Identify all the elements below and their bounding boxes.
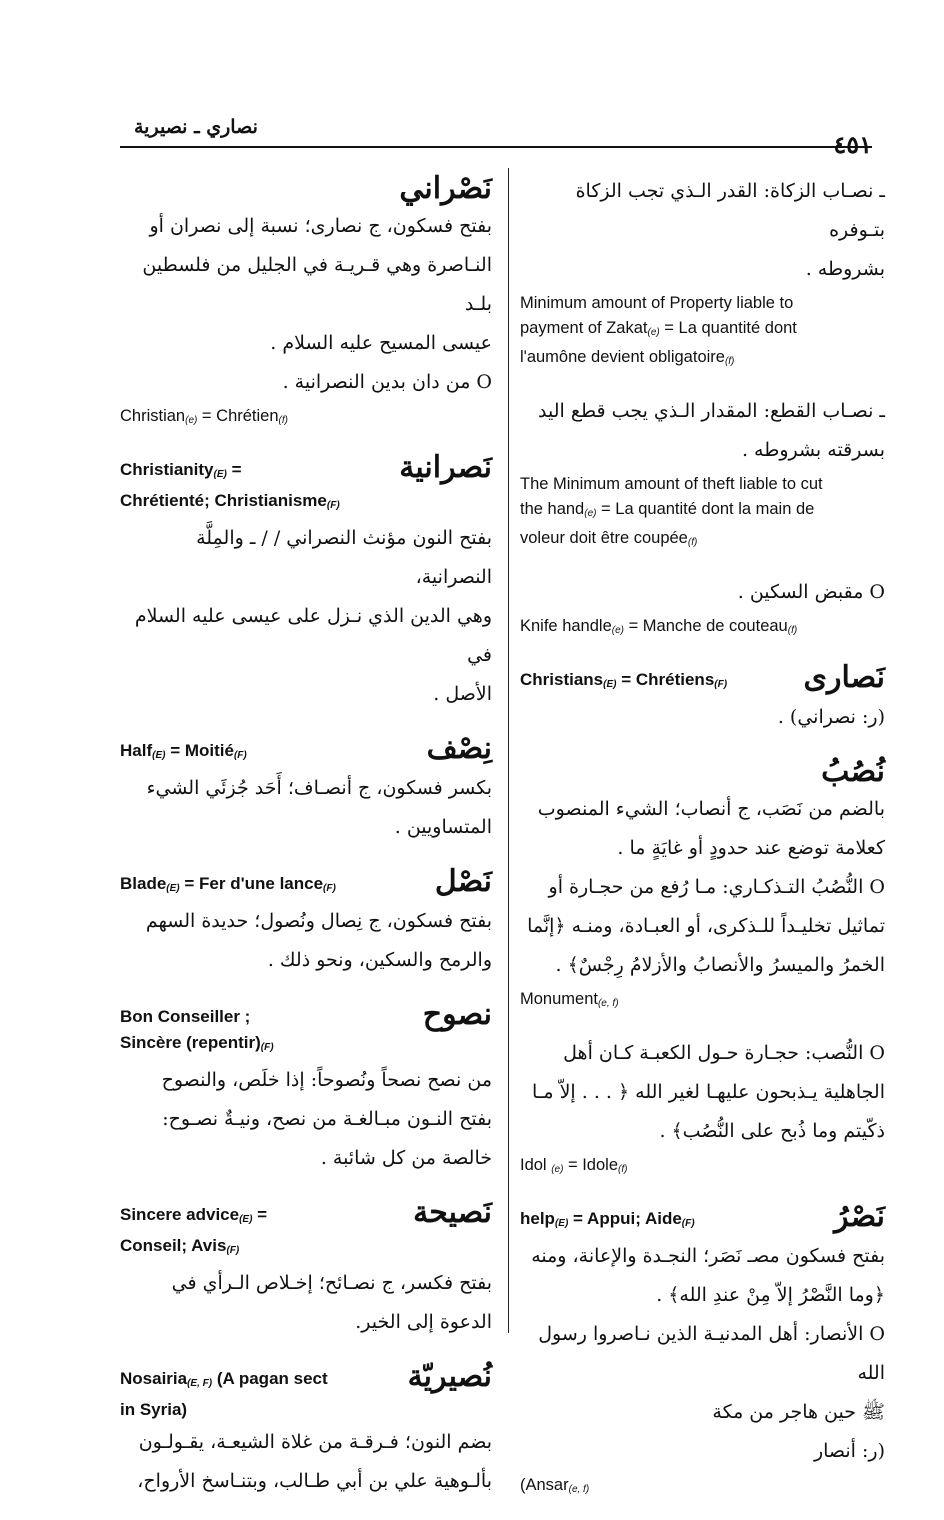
language-subscript: (e, f) (597, 997, 619, 1009)
arabic-definition-line: ﴿وما النَّصْرُ إلاّ مِنْ عندِ الله﴾ . (656, 1283, 885, 1306)
language-subscript: (F) (233, 749, 247, 761)
arabic-definition-line: ذكّيتم وما ذُبح على النُّصُب﴾ . (659, 1119, 885, 1142)
translation-line: Half$_{(E)}$ = Moitié$_{(F)}$ (120, 740, 247, 761)
arabic-definition-line: الخمرُ والميسرُ والأنصابُ والأزلامُ رِجْسٌ﴾ . (555, 953, 885, 976)
translation-line: Sincere advice$_{(E)}$ = (120, 1204, 268, 1225)
entry-head (120, 451, 492, 519)
headword: نَصرانية (399, 449, 492, 485)
arabic-definition-line: بألـوهية علي بن أبي طـالب، وبتنـاسخ الأرواح، (137, 1469, 492, 1492)
arabic-definition-line: ـ نصـاب الزكاة: القدر الـذي تجب الزكاة بتـوفره (575, 180, 885, 241)
headword: نَصارى (803, 660, 885, 695)
arabic-definition-line: النـاصرة وهي قـريـة في الجليل من فلسطين بلـد (142, 253, 492, 315)
headword: نَصْرُ (834, 1198, 885, 1234)
language-subscript: (F) (681, 1217, 695, 1229)
column-divider (508, 168, 509, 1333)
arabic-definition-line: الأصل . (433, 682, 492, 705)
arabic-definition-line: وهي الدين الذي نـزل على عيسى عليه السلام في (134, 604, 492, 666)
dictionary-entry (520, 1200, 885, 1502)
entry-head (120, 732, 492, 769)
dictionary-entry (520, 392, 885, 555)
gloss-line: The Minimum amount of theft liable to cut (520, 475, 823, 493)
entry-head (520, 1200, 885, 1237)
headword: نِصْف (426, 730, 492, 766)
translation-line: Conseil; Avis$_{(F)}$ (120, 1235, 240, 1256)
arabic-definition-line: O الأنصار: أهل المدنيـة الذين نـاصروا رسول الله (538, 1322, 885, 1384)
language-subscript: (e, f) (568, 1483, 590, 1495)
header-rule (120, 146, 872, 148)
translation-line: help$_{(E)}$ = Appui; Aide$_{(F)}$ (520, 1208, 695, 1229)
gloss-line: Knife handle$_{(e)}$ = Manche de couteau$_{(f)}$ (520, 617, 798, 636)
arabic-definition-line: O مقبض السكين . (737, 581, 885, 603)
headword: نَصْراني (399, 171, 492, 206)
translation-line: Christianity$_{(E)}$ = (120, 459, 242, 480)
language-subscript: (E) (152, 749, 166, 761)
dictionary-entry (520, 661, 885, 737)
dictionary-entry (120, 1196, 492, 1342)
arabic-definition-line: بضم النون؛ فـرقـة من غلاة الشيعـة، يقـولـون (138, 1430, 492, 1453)
gloss-line: (Ansar$_{(e, f)}$ (520, 1475, 590, 1495)
arabic-definition-line: بسرقته بشروطه . (741, 439, 885, 461)
language-subscript: (f) (724, 356, 735, 367)
arabic-definition-line: عيسى المسيح عليه السلام . (270, 331, 492, 354)
language-subscript: (e) (611, 625, 624, 636)
entry-translation (120, 865, 336, 902)
english-gloss (520, 472, 885, 555)
gloss-line: Idol $_{(e)}$ = Idole$_{(f)}$ (520, 1155, 628, 1175)
gloss-line: l'aumône devient obligatoire$_{(f)}$ (520, 348, 735, 367)
language-subscript: (F) (226, 1244, 240, 1256)
translation-line: Blade$_{(E)}$ = Fer d'une lance$_{(F)}$ (120, 873, 336, 894)
translation-line: Sincère $(repentir)_{(F)}$ (120, 1032, 274, 1053)
translation-line: Bon Conseiller ; (120, 1006, 251, 1026)
dictionary-entry (520, 573, 885, 643)
arabic-definition-line: والرمح والسكين، ونحو ذلك . (267, 948, 492, 971)
gloss-line: payment of Zakat$_{(e)}$ = La quantité dont (520, 319, 797, 338)
arabic-definition-line: بفتح فسكون، ج نصارى؛ نسبة إلى نصران أو (149, 214, 492, 237)
dictionary-entry (520, 1034, 885, 1182)
language-subscript: (E) (166, 882, 180, 894)
arabic-definition-line: الجاهلية يـذبحون عليهـا لغير الله ﴿ . . . إلاّ مـا (532, 1080, 885, 1103)
arabic-definition-line: كعلامة توضع عند حدودٍ أو غايَةٍ ما . (617, 836, 885, 859)
english-gloss (520, 987, 885, 1016)
arabic-definition-line: الدعوة إلى الخير. (355, 1310, 492, 1333)
language-subscript: (F) (323, 882, 336, 894)
translation-line: Nosairia$_{(E, F)}$ (A pagan sect (120, 1368, 328, 1389)
arabic-definition-line: O من دان بدين النصرانية . (282, 370, 492, 393)
gloss-line: Christian$_{(e)}$ = Chrétien$_{(f)}$ (120, 406, 288, 426)
translation-line: in Syria) (120, 1399, 188, 1419)
dictionary-entry (520, 755, 885, 1016)
arabic-definition-line: (ر: أنصار (813, 1439, 885, 1462)
english-gloss (120, 404, 492, 433)
language-subscript: (E) (603, 679, 617, 690)
entry-translation (120, 451, 340, 519)
entry-head (120, 865, 492, 902)
entry-head (120, 1196, 492, 1264)
arabic-definition-line: بفتح النون مؤنث النصراني / / ـ والمِلَّة النصرانية، (196, 526, 492, 588)
arabic-definition-line: بفتح فسكون، ج نِصال ونُصول؛ حديدة السهم (145, 909, 492, 932)
arabic-definition-line: بفتح النـون مبـالغـة من نصح، ونيـةٌ نصـوح: (162, 1107, 492, 1130)
right-column (520, 172, 885, 1520)
english-gloss (520, 291, 885, 374)
arabic-definition-line: O النُّصب: حجـارة حـول الكعبـة كـان أهل (563, 1041, 885, 1064)
arabic-definition-line: خالصة من كل شائبة . (320, 1146, 492, 1169)
arabic-definition-line: O النُّصُبُ التـذكـاري: مـا رُفع من حجـارة أو (548, 875, 885, 898)
arabic-definition-line: بكسر فسكون، ج أنصـاف؛ أَحَد جُزئَي الشيء (146, 776, 492, 799)
headword: نُصُبُ (821, 754, 885, 789)
language-subscript: (f) (278, 414, 288, 426)
language-subscript: (e) (551, 1163, 564, 1175)
dictionary-entry (120, 1360, 492, 1501)
dictionary-entry (120, 998, 492, 1178)
entry-head (520, 661, 885, 698)
dictionary-entry (120, 451, 492, 714)
language-subscript: (F) (260, 1041, 274, 1053)
language-subscript: (e) (185, 414, 198, 426)
arabic-definition-line: بالضم من نَصَب، ج أنصاب؛ الشيء المنصوب (537, 797, 885, 820)
gloss-line: voleur doit être coupée$_{(f)}$ (520, 529, 698, 548)
language-subscript: (E) (239, 1213, 253, 1225)
entry-translation (120, 998, 274, 1061)
headword: نَصيحة (413, 1194, 492, 1230)
arabic-definition-line: بفتح فكسر، ج نصـائح؛ إخـلاص الـرأي في (171, 1271, 492, 1294)
gloss-line: Minimum amount of Property liable to (520, 294, 794, 312)
page-header (110, 112, 872, 162)
arabic-definition-line: بشروطه . (805, 258, 885, 280)
language-subscript: (e) (647, 327, 660, 338)
arabic-definition-line: تماثيل تخليـداً للـذكرى، أو العبـادة، ومنـه ﴿إنَّما (527, 914, 885, 937)
translation-line: Christians$_{(E)}$ = Chrétiens$_{(F)}$ (520, 670, 728, 690)
entry-translation (120, 732, 247, 769)
entry-translation (520, 661, 727, 698)
entry-translation (120, 1360, 328, 1423)
language-subscript: (f) (787, 625, 798, 636)
dictionary-entry (120, 172, 492, 433)
arabic-definition-line: بفتح فسكون مصـ نَصَر؛ النجـدة والإعانة، ومنه (531, 1244, 885, 1267)
language-subscript: (e) (584, 508, 597, 519)
dictionary-entry (520, 172, 885, 374)
entry-head (120, 998, 492, 1061)
arabic-definition-line: المتساويين . (394, 815, 492, 838)
entry-head (120, 1360, 492, 1423)
translation-line: Chrétienté; Christianisme$_{(F)}$ (120, 490, 340, 511)
language-subscript: (F) (714, 679, 728, 690)
arabic-definition-line: من نصح نصحاً ونُصوحاً: إذا خلَص، والنصوح (161, 1068, 492, 1091)
english-gloss (520, 614, 885, 643)
gloss-line: Monument$_{(e, f)}$ (520, 989, 619, 1009)
headword: نُصيريّة (407, 1358, 492, 1394)
language-subscript: (F) (326, 499, 340, 511)
left-column (120, 172, 492, 1519)
entry-head (120, 172, 492, 207)
headword: نصوح (422, 996, 492, 1032)
language-subscript: (E, F) (187, 1377, 213, 1389)
dictionary-entry (120, 732, 492, 847)
gloss-line: the hand$_{(e)}$ = La quantité dont la main de (520, 500, 815, 519)
running-head: نصاري ـ نصيرية (134, 116, 258, 138)
entry-translation (120, 1196, 267, 1264)
english-gloss (520, 1153, 885, 1182)
entry-translation (520, 1200, 695, 1237)
headword: نَصْل (434, 863, 492, 899)
language-subscript: (E) (213, 468, 227, 480)
dictionary-entry (120, 865, 492, 980)
arabic-definition-line: ﷺ حين هاجر من مكة (712, 1400, 885, 1423)
language-subscript: (E) (554, 1217, 569, 1229)
arabic-definition-line: ـ نصـاب القطع: المقدار الـذي يجب قطع اليد (538, 400, 885, 422)
entry-head (520, 755, 885, 790)
language-subscript: (f) (687, 537, 698, 548)
arabic-definition-line: (ر: نصراني) . (777, 706, 885, 728)
page-number: ٤٥١ (833, 130, 872, 159)
language-subscript: (f) (618, 1163, 628, 1175)
